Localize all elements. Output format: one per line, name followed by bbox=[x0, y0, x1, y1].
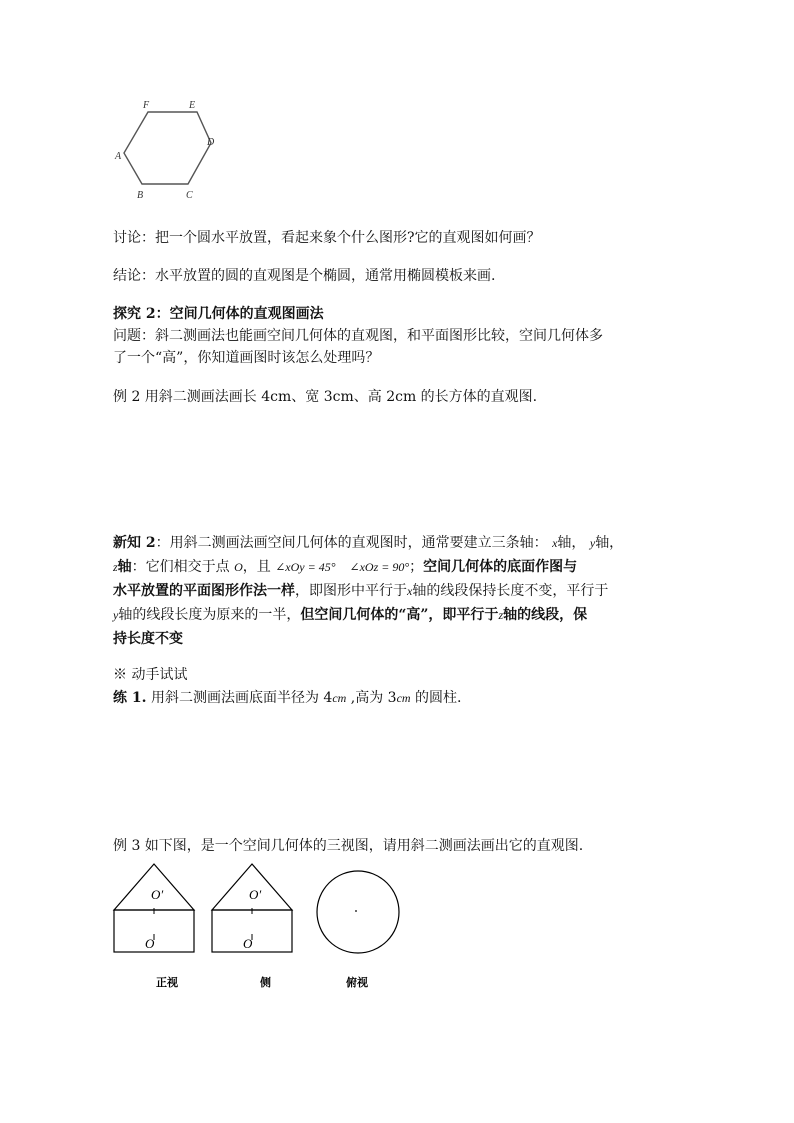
discussion-text: 讨论：把一个圆水平放置，看起来象个什么图形?它的直观图如何画？ bbox=[113, 230, 541, 246]
angle-xoz: ∠xOz = 90° bbox=[349, 560, 410, 574]
example2-text: 例 2 用斜二测画法画长 4cm、宽 3cm、高 2cm 的长方体的直观图. bbox=[113, 389, 538, 405]
newknow2-block bbox=[113, 533, 683, 653]
side-bottom-label: O bbox=[243, 936, 253, 951]
hexagon-figure bbox=[110, 98, 220, 208]
front-view bbox=[114, 864, 194, 989]
hex-label-D: D bbox=[207, 137, 215, 148]
hex-label-A: A bbox=[115, 151, 122, 162]
example3-text: 例 3 如下图，是一个空间几何体的三视图，请用斜二测画法画出它的直观图. bbox=[113, 838, 584, 854]
try-exercise1: 练 1. 用斜二测画法画底面半径为 4cm ,高为 3cm 的圆柱. bbox=[113, 690, 462, 706]
newknow2-line5: 持长度不变 bbox=[113, 631, 183, 647]
three-views-figure bbox=[110, 860, 410, 995]
explore2-prefix: 探究 2： bbox=[113, 306, 170, 322]
newknow2-label: 新知 2 bbox=[113, 535, 156, 551]
side-top-label: O′ bbox=[249, 887, 262, 902]
newknow2-line1: 新知 2：用斜二测画法画空间几何体的直观图时，通常要建立三条轴： x轴， y轴， bbox=[113, 535, 624, 551]
try-heading: ※ 动手试试 bbox=[113, 667, 188, 683]
top-view bbox=[317, 871, 399, 989]
top-caption: 俯视 bbox=[346, 976, 368, 989]
hexagon-shape bbox=[124, 112, 211, 184]
front-top-label: O′ bbox=[151, 887, 164, 902]
hex-label-C: C bbox=[186, 190, 193, 201]
hex-label-F: F bbox=[143, 100, 150, 111]
newknow2-line4: y轴的线段长度为原来的一半，但空间几何体的“高”，即平行于z轴的线段，保 bbox=[113, 607, 588, 623]
angle-xoy: ∠xOy = 45° bbox=[275, 560, 336, 574]
explore2-question-line1: 问题：斜二测画法也能画空间几何体的直观图，和平面图形比较，空间几何体多 bbox=[113, 328, 603, 344]
newknow2-line2: z轴：它们相交于点 O，且 ∠xOy = 45° ∠xOz = 90°；空间几何体的底面作图与 bbox=[113, 559, 578, 575]
front-bottom-label: O bbox=[145, 936, 155, 951]
hex-label-B: B bbox=[137, 190, 144, 201]
explore2-heading bbox=[113, 304, 324, 324]
conclusion-text: 结论：水平放置的圆的直观图是个椭圆，通常用椭圆模板来画. bbox=[113, 268, 496, 284]
hex-label-E: E bbox=[189, 100, 196, 111]
side-view bbox=[212, 864, 292, 989]
explore2-question-line2: 了一个“高”，你知道画图时该怎么处理吗？ bbox=[113, 350, 380, 366]
explore2-title: 空间几何体的直观图画法 bbox=[169, 306, 324, 322]
newknow2-line3: 水平放置的平面图形作法一样，即图形中平行于x轴的线段保持长度不变，平行于 bbox=[113, 583, 609, 599]
side-caption: 侧 bbox=[260, 976, 271, 989]
front-caption: 正视 bbox=[156, 976, 178, 989]
